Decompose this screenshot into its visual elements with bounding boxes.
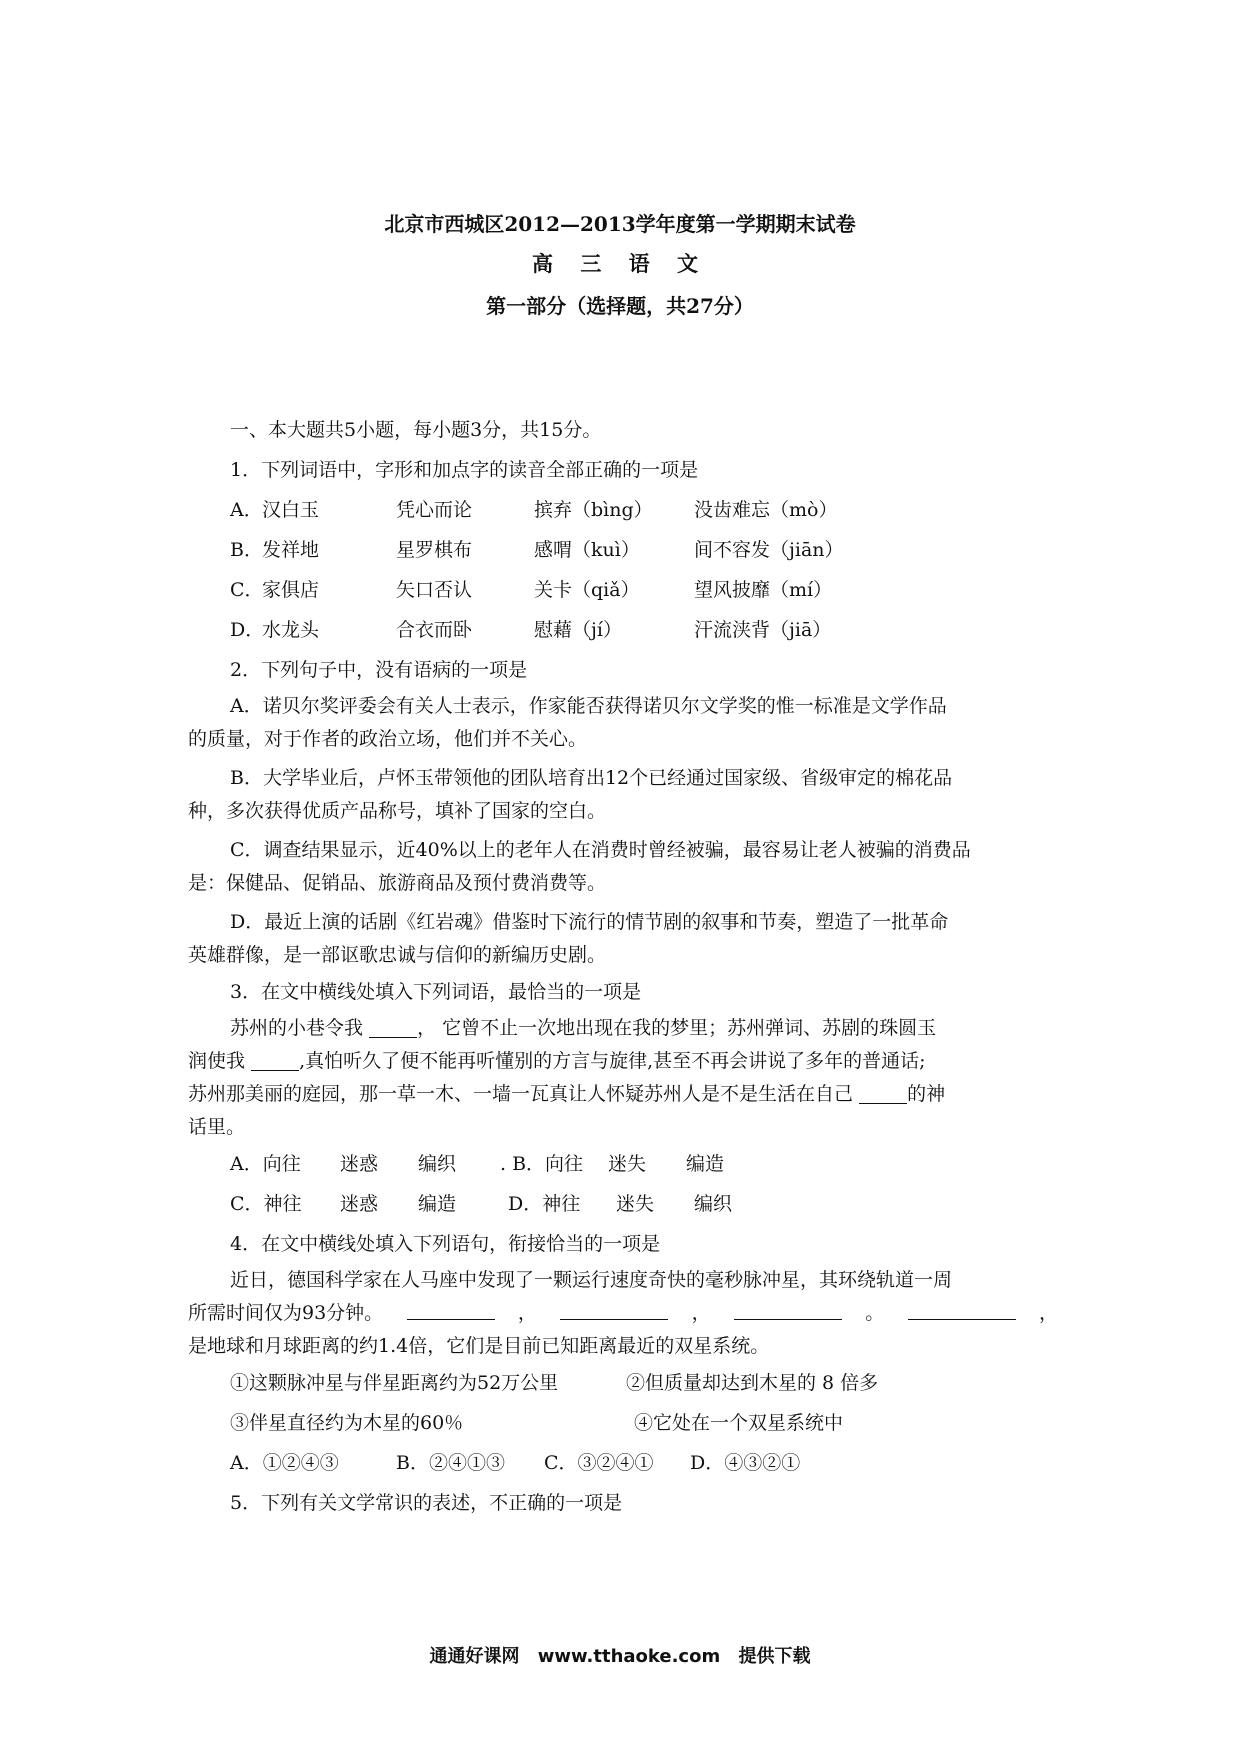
option-word: 迷惑 (340, 1153, 379, 1175)
passage-text: 所需时间仅为93分钟。 (188, 1302, 384, 1324)
option-line: A．诺贝尔奖评委会有关人士表示，作家能否获得诺贝尔文学奖的惟一标准是文学作品 (230, 695, 947, 717)
fill-blank (859, 1081, 907, 1104)
q4-choices-row (188, 1403, 1058, 1443)
passage-text: 苏州那美丽的庭园，那一草一木、一墙一瓦真让人怀疑苏州人是不是生活在自己 (188, 1083, 854, 1105)
word: 合衣而卧 (396, 619, 473, 641)
answer-option: D．④③②① (690, 1452, 801, 1474)
choice: ①这颗脉冲星与伴星距离约为52万公里 (230, 1372, 559, 1394)
q1-option-c (188, 570, 1058, 610)
passage-line: 近日，德国科学家在人马座中发现了一颗运行速度奇快的毫秒脉冲星，其环绕轨道一周 (230, 1269, 953, 1291)
q2-option-d (188, 906, 1058, 972)
q4-stem: 4．在文中横线处填入下列语句，衔接恰当的一项是 (230, 1233, 661, 1255)
q3-passage (188, 1012, 1058, 1144)
footer-url: www.tthaoke.com (537, 1646, 721, 1667)
q1-stem: 1．下列词语中，字形和加点字的读音全部正确的一项是 (230, 459, 699, 481)
word: 间不容发（jiān） (694, 539, 844, 561)
fill-blank (251, 1048, 299, 1071)
option-label: D． (230, 619, 265, 641)
footer-action: 提供下载 (738, 1646, 811, 1667)
option-line: D．最近上演的话剧《红岩魂》借鉴时下流行的情节剧的叙事和节奏，塑造了一批革命 (230, 911, 949, 933)
option-label: B． (230, 539, 263, 561)
q2-option-a (188, 690, 1058, 756)
punct: 。 (865, 1302, 885, 1324)
passage-line (188, 1045, 1058, 1078)
word: 汉白玉 (262, 499, 320, 521)
word: 感喟（kuì） (534, 539, 640, 561)
word: 矢口否认 (396, 579, 473, 601)
q2-option-c (188, 834, 1058, 900)
fill-blank (560, 1297, 668, 1320)
q2-stem: 2．下列句子中，没有语病的一项是 (230, 659, 528, 681)
q1-option-d (188, 610, 1058, 650)
q4-choices-row (188, 1363, 1058, 1403)
page-footer (0, 1642, 1240, 1668)
word: 星罗棋布 (396, 539, 473, 561)
option-line: B．大学毕业后，卢怀玉带领他的团队培育出12个已经通过国家级、省级审定的棉花品 (230, 767, 953, 789)
word: 家俱店 (262, 579, 320, 601)
q1-option-a (188, 490, 1058, 530)
q2-option-b (188, 762, 1058, 828)
option-word: 编造 (418, 1193, 457, 1215)
passage-text: 的神 (907, 1083, 946, 1105)
choice: ④它处在一个双星系统中 (634, 1412, 844, 1434)
option-word: A．向往 (230, 1153, 301, 1175)
word: 发祥地 (262, 539, 320, 561)
q4-answers-row (188, 1443, 1058, 1483)
exam-title: 北京市西城区2012—2013学年度第一学期期末试卷 (384, 212, 856, 236)
passage-text: 润使我 (188, 1050, 246, 1072)
option-label: A． (230, 499, 263, 521)
punct: ， (517, 1302, 537, 1324)
passage-text: 苏州的小巷令我 (230, 1017, 364, 1039)
word: 摈弃（bìng） (534, 499, 653, 521)
option-word: D．神往 (508, 1193, 581, 1215)
passage-line: 话里。 (188, 1116, 246, 1138)
answer-option: B．②④①③ (396, 1452, 505, 1474)
option-word: 迷惑 (340, 1193, 379, 1215)
option-word: C．神往 (230, 1193, 302, 1215)
passage-line: 是地球和月球距离的约1.4倍，它们是目前已知距离最近的双星系统。 (188, 1335, 770, 1357)
word: 水龙头 (262, 619, 320, 641)
section-heading: 一、本大题共5小题，每小题3分，共15分。 (230, 419, 602, 441)
choice: ②但质量却达到木星的 8 倍多 (626, 1372, 879, 1394)
passage-line (188, 1012, 1058, 1045)
q4-passage (188, 1264, 1058, 1363)
word: 凭心而论 (396, 499, 473, 521)
option-word: 迷失 (608, 1153, 647, 1175)
option-label: C． (230, 579, 264, 601)
passage-text: ,真怕听久了便不能再听懂别的方言与旋律,甚至不再会讲说了多年的普通话; (299, 1050, 926, 1072)
passage-line (188, 1297, 1058, 1330)
option-word: 编织 (418, 1153, 457, 1175)
word: 望风披靡（mí） (694, 579, 833, 601)
q3-options-row (188, 1144, 1058, 1184)
word: 慰藉（jí） (534, 619, 622, 641)
q3-options-row (188, 1184, 1058, 1224)
passage-line (188, 1078, 1058, 1111)
punct: ， (691, 1302, 711, 1324)
fill-blank (369, 1015, 417, 1038)
option-line: 的质量，对于作者的政治立场，他们并不关心。 (188, 728, 588, 750)
passage-text: ， 它曾不止一次地出现在我的梦里；苏州弹词、苏剧的珠圆玉 (417, 1017, 937, 1039)
exam-content (188, 410, 1058, 1523)
word: 关卡（qiǎ） (534, 579, 640, 601)
option-word: . B．向往 (500, 1153, 584, 1175)
option-word: 迷失 (616, 1193, 655, 1215)
word: 汗流浃背（jiā） (694, 619, 832, 641)
word: 没齿难忘（mò） (694, 499, 838, 521)
option-word: 编织 (694, 1193, 733, 1215)
answer-option: A．①②④③ (230, 1452, 339, 1474)
q3-stem: 3．在文中横线处填入下列词语，最恰当的一项是 (230, 981, 642, 1003)
option-word: 编造 (686, 1153, 725, 1175)
q1-option-b (188, 530, 1058, 570)
answer-option: C．③②④① (544, 1452, 654, 1474)
choice: ③伴星直径约为木星的60％ (230, 1412, 464, 1434)
option-line: 英雄群像，是一部讴歌忠诚与信仰的新编历史剧。 (188, 944, 607, 966)
subject-title: 高 三 语 文 (532, 251, 708, 276)
fill-blank (407, 1297, 495, 1320)
punct: ， (1038, 1302, 1058, 1324)
footer-site: 通通好课网 (429, 1646, 520, 1667)
option-line: 是：保健品、促销品、旅游商品及预付费消费等。 (188, 872, 607, 894)
option-line: C．调查结果显示，近40%以上的老年人在消费时曾经被骗，最容易让老人被骗的消费品 (230, 839, 971, 861)
fill-blank (908, 1297, 1016, 1320)
part-title: 第一部分（选择题，共27分） (486, 294, 754, 318)
q5-stem: 5．下列有关文学常识的表述，不正确的一项是 (230, 1492, 623, 1514)
fill-blank (734, 1297, 842, 1320)
option-line: 种，多次获得优质产品称号，填补了国家的空白。 (188, 800, 607, 822)
